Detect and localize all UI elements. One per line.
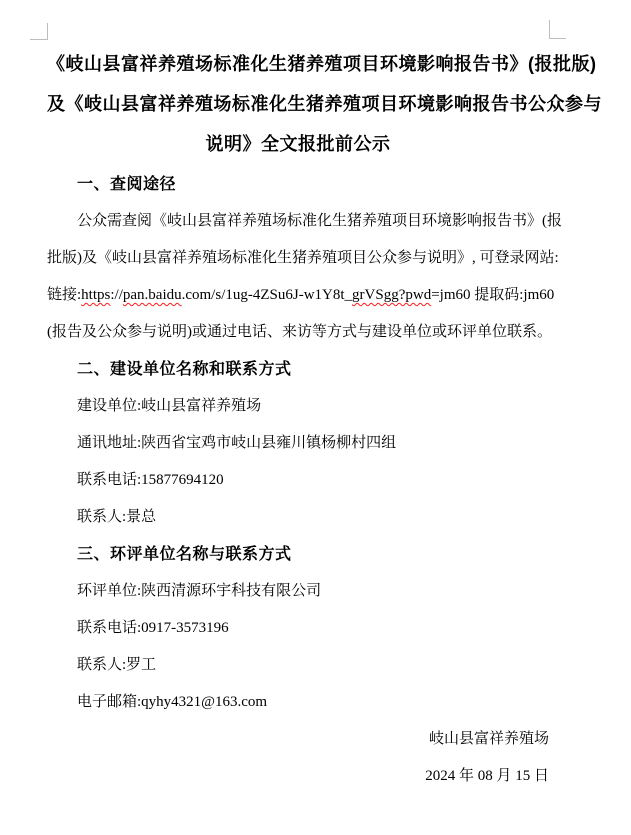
eia-contact-line: 联系人:罗工	[77, 657, 157, 673]
url-segment-scheme-separator: ://	[110, 287, 123, 303]
mailing-address-line: 通讯地址:陕西省宝鸡市岐山县雍川镇杨柳村四组	[77, 435, 397, 451]
section1-paragraph-line-3: (报告及公众参与说明)或通过电话、来访等方式与建设单位或环评单位联系。	[47, 324, 552, 340]
url-segment-pwd-value: =jm60	[431, 287, 471, 303]
document-body	[47, 166, 562, 795]
section2-heading: 二、建设单位名称和联系方式	[77, 361, 292, 378]
document-title	[47, 44, 602, 164]
title-line-1: 《岐山县富祥养殖场标准化生猪养殖项目环境影响报告书》(报批版)	[47, 54, 597, 74]
title-line-3: 说明》全文报批前公示	[205, 134, 391, 154]
url-segment-domain: pan.baidu	[122, 287, 182, 303]
section1-paragraph-line-1: 公众需查阅《岐山县富祥养殖场标准化生猪养殖项目环境影响报告书》(报	[77, 213, 562, 229]
section3-heading: 三、环评单位名称与联系方式	[77, 546, 292, 563]
footer-organization: 岐山县富祥养殖场	[428, 731, 549, 747]
eia-phone-line: 联系电话:0917-3573196	[77, 620, 229, 636]
url-segment-https: https	[81, 287, 111, 303]
construction-contact-line: 联系人:景总	[77, 509, 157, 525]
section1-paragraph-line-2: 批版)及《岐山县富祥养殖场标准化生猪养殖项目公众参与说明》, 可登录网站:	[47, 250, 559, 266]
construction-phone-line: 联系电话:15877694120	[77, 472, 224, 488]
extract-code: 提取码:jm60	[470, 287, 555, 303]
section1-heading: 一、查阅途径	[77, 176, 177, 193]
section1-link-line	[47, 277, 555, 314]
url-segment-query: grVSgg?pwd	[352, 287, 432, 303]
eia-email-line: 电子邮箱:qyhy4321@163.com	[77, 694, 268, 710]
eia-unit-line: 环评单位:陕西清源环宇科技有限公司	[77, 583, 322, 599]
margin-crop-mark-top-left	[30, 23, 48, 40]
footer-date: 2024 年 08 月 15 日	[425, 768, 549, 784]
title-line-2: 及《岐山县富祥养殖场标准化生猪养殖项目环境影响报告书公众参与	[47, 94, 602, 114]
construction-unit-line: 建设单位:岐山县富祥养殖场	[77, 398, 262, 414]
link-label: 链接:	[47, 287, 82, 303]
margin-crop-mark-top-right	[549, 20, 566, 39]
url-segment-path: .com/s/1ug-4ZSu6J-w1Y8t_	[181, 287, 353, 303]
